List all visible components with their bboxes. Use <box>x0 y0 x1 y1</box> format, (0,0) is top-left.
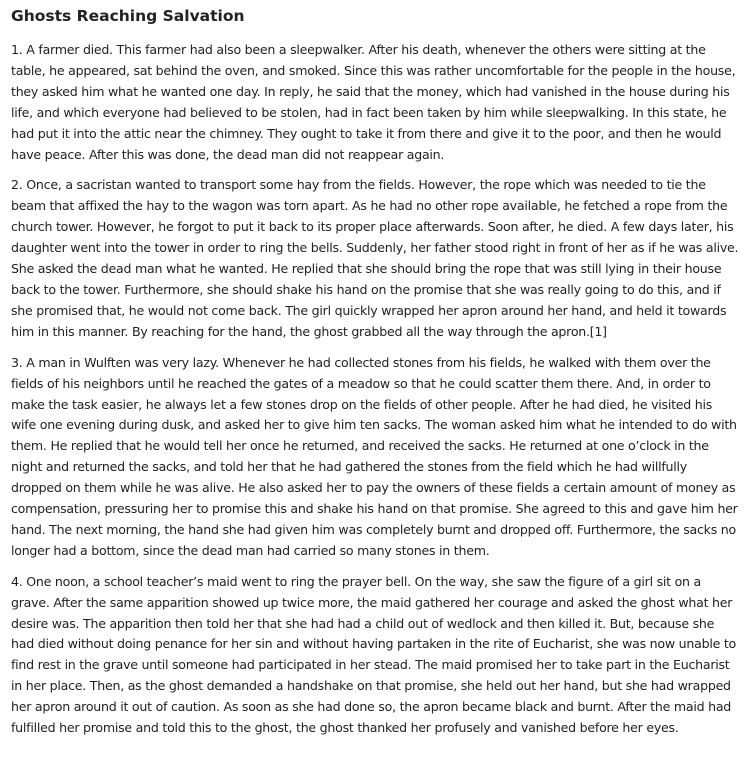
paragraph-1: 1. A farmer died. This farmer had also been a sleepwalker. After his death, whenever the others were sitting at the table, he appeared, sat behind the oven, and smoked. Since this was rather uncomfortable for the people in the house, they asked him what he wanted one day. In reply, he said that the money, which had vanished in the house during his life, and which everyone had believed to be stolen, had in fact been taken by him while sleepwalking. In this state, he had put it into the attic near the chimney. They ought to take it from there and give it to the poor, and then he would have peace. After this was done, the dead man did not reappear again. <box>11 42 736 162</box>
paragraph-3: 3. A man in Wulften was very lazy. Whenever he had collected stones from his fields, he walked with them over the fields of his neighbors until he reached the gates of a meadow so that he could scatter them there. And, in order to make the task easier, he always let a few stones drop on the fields of other people. After he had died, he visited his wife one evening during dusk, and asked her to give him ten sacks. The woman asked him what he intended to do with them. He replied that he would tell her once he returned, and received the sacks. He returned at one o’clock in the night and returned the sacks, and told her that he had gathered the stones from the field which he had willfully dropped on them while he was alive. He also asked her to pay the owners of these fields a certain amount of money as compensation, pressuring her to promise this and shake his hand on that promise. She agreed to this and gave him her hand. The next morning, the hand she had given him was completely burnt and dropped off. Furthermore, the sacks no longer had a bottom, since the dead man had carried so many stones in them. <box>11 354 738 558</box>
paragraph-4: 4. One noon, a school teacher’s maid went to ring the prayer bell. On the way, she saw the figure of a girl sit on a grave. After the same apparition showed up twice more, the maid gathered her courage and asked the ghost what her desire was. The apparition then told her that she had had a child out of wedlock and then killed it. But, because she had died without doing penance for her sin and without having partaken in the rite of Eucharist, she was now unable to find rest in the grave until someone had participated in her stead. The maid promised her to take part in the Eucharist in her place. Then, as the ghost demanded a handshake on that promise, she held out her hand, but she had wrapped her apron around it out of caution. As soon as she had done so, the apron became black and burnt. After the maid had fulfilled her promise and told this to the ghost, the ghost thanked her profusely and vanished before her eyes. <box>11 573 736 736</box>
document-title: Ghosts Reaching Salvation <box>11 7 245 25</box>
paragraph-2: 2. Once, a sacristan wanted to transport some hay from the fields. However, the rope which was needed to tie the beam that affixed the hay to the wagon was torn apart. As he had no other rope available, he fetched a rope from the church tower. However, he forgot to put it back to its proper place afterwards. Soon after, he died. A few days later, his daughter went into the tower in order to ring the bells. Suddenly, her father stood right in front of her as if he was alive. She asked the dead man what he wanted. He replied that she should bring the rope that was still lying in their house back to the tower. Furthermore, she should shake his hand on the promise that she was really going to do this, and if she promised that, he would not come back. The girl quickly wrapped her apron around her hand, and held it towards him in this manner. By reaching for the hand, the ghost grabbed all the way through the apron.[1] <box>11 177 739 339</box>
